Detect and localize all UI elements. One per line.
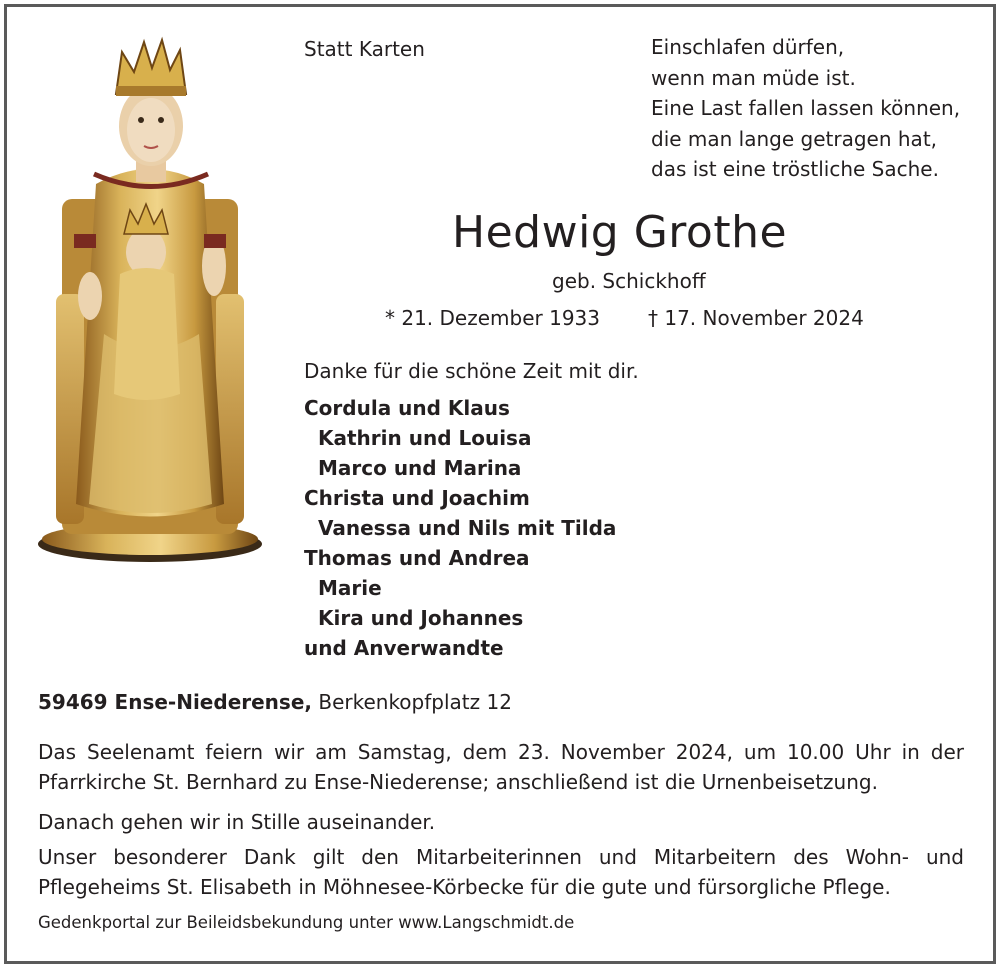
family-member: Thomas und Andrea	[304, 546, 530, 570]
maiden-name: geb. Schickhoff	[552, 269, 706, 293]
family-member: Vanessa und Nils mit Tilda	[318, 516, 617, 540]
thanks-line: Danke für die schöne Zeit mit dir.	[304, 359, 639, 383]
statt-karten-label: Statt Karten	[304, 37, 425, 61]
family-member: Cordula und Klaus	[304, 396, 510, 420]
family-member: Marie	[318, 576, 382, 600]
service-paragraph: Das Seelenamt feiern wir am Samstag, dem 23. November 2024, um 10.00 Uhr in der Pfarrkirche St. Bernhard zu Ense-Niederense; anschließend ist die Urnenbeisetzung.	[38, 740, 964, 794]
address-city: 59469 Ense-Niederense,	[38, 690, 312, 714]
family-member: und Anverwandte	[304, 636, 504, 660]
family-list	[304, 393, 616, 663]
madonna-statue-icon	[34, 34, 266, 564]
death-date: † 17. November 2024	[648, 306, 864, 330]
poem-line: das ist eine tröstliche Sache.	[651, 157, 939, 181]
gratitude-paragraph: Unser besonderer Dank gilt den Mitarbeiterinnen und Mitarbeitern des Wohn- und Pflegeheims St. Elisabeth in Möhnesee-Körbecke für die gute und fürsorgliche Pflege.	[38, 845, 964, 899]
poem-line: Einschlafen dürfen,	[651, 35, 845, 59]
birth-date: * 21. Dezember 1933	[385, 306, 600, 330]
poem-line: die man lange getragen hat,	[651, 126, 938, 151]
family-member: Christa und Joachim	[304, 486, 530, 510]
family-member: Kathrin und Louisa	[318, 426, 532, 450]
address-street: Berkenkopfplatz 12	[318, 690, 512, 714]
address	[38, 687, 512, 717]
deceased-name: Hedwig Grothe	[452, 207, 788, 258]
poem-line: wenn man müde ist.	[651, 65, 856, 90]
memorial-portal-footer: Gedenkportal zur Beileidsbekundung unter www.Langschmidt.de	[38, 913, 575, 932]
poem-line: Eine Last fallen lassen können,	[651, 96, 961, 120]
farewell-paragraph: Danach gehen wir in Stille auseinander.	[38, 810, 436, 834]
family-member: Kira und Johannes	[318, 606, 524, 630]
family-member: Marco und Marina	[318, 456, 522, 480]
poem	[651, 32, 960, 185]
